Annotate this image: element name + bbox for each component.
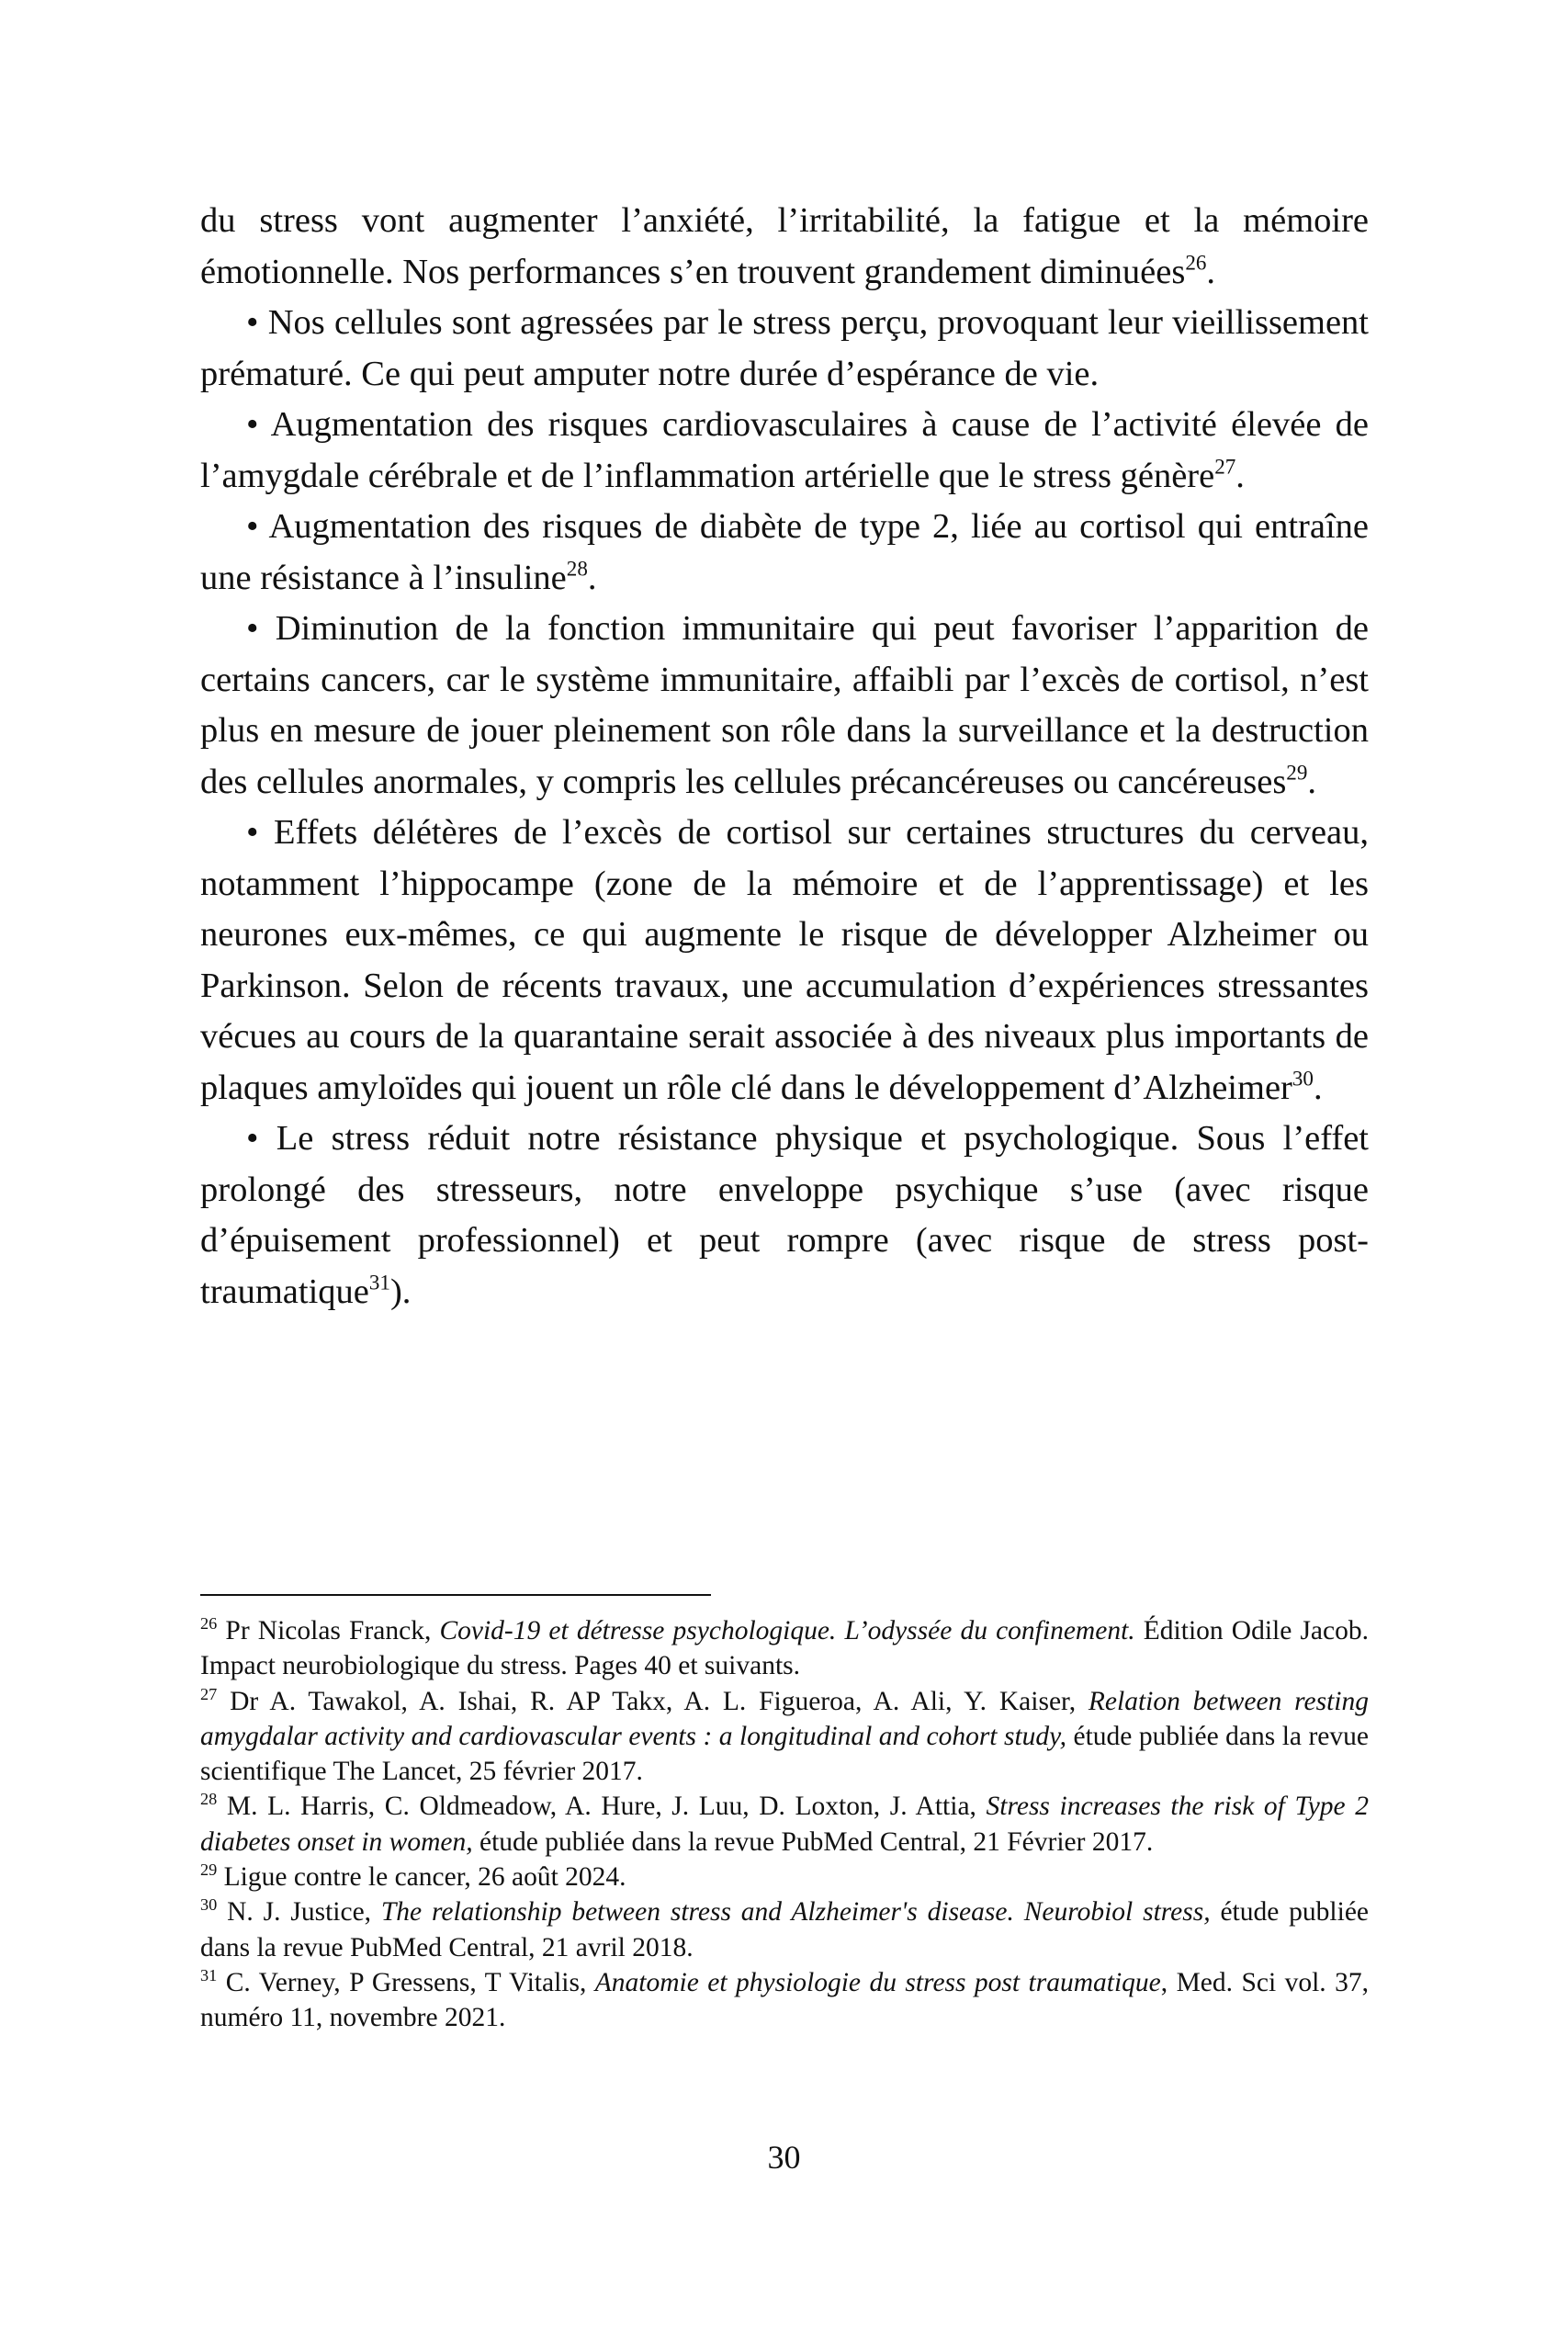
footnote-number: 31	[200, 1966, 218, 1984]
bullet-item: • Nos cellules sont agressées par le stress perçu, provoquant leur vieillissement prématuré. Ce qui peut amputer notre durée d’espérance de vie.	[200, 303, 1369, 393]
footnote-ref: 29	[1286, 760, 1308, 785]
footnote-ref: 28	[566, 556, 588, 581]
footnotes	[200, 1613, 1369, 2036]
footnote-ref: 31	[368, 1270, 390, 1295]
footnote-ref: 30	[1292, 1066, 1314, 1091]
footnote-separator	[200, 1594, 711, 1596]
footnote-title: Anatomie et physiologie du stress post traumatique	[594, 1967, 1161, 1997]
bullet-icon: •	[246, 507, 259, 546]
footnote-ref: 27	[1214, 454, 1236, 479]
footnote: $^{31}$ C. Verney, P Gressens, T Vitalis, Anatomie et physiologie du stress post traumatique, Med. Sci vol. 37, numéro 11, novembre 2021.	[200, 1966, 1369, 2033]
bullet-icon: •	[246, 405, 259, 444]
bullet-item: • Augmentation des risques cardiovasculaires à cause de l’activité élevée de l’amygdale cérébrale et de l’inflammation artérielle que le stress génère$^{27}$.	[200, 405, 1369, 495]
footnote: $^{28}$ M. L. Harris, C. Oldmeadow, A. Hure, J. Luu, D. Loxton, J. Attia, Stress increases the risk of Type 2 diabetes onset in women, étude publiée dans la revue PubMed Central, 21 Février 2017.	[200, 1790, 1369, 1857]
main-text	[200, 196, 1369, 1317]
footnote: $^{26}$ Pr Nicolas Franck, Covid-19 et détresse psychologique. L’odyssée du confinement. Édition Odile Jacob. Impact neurobiologique du stress. Pages 40 et suivants.	[200, 1614, 1369, 1681]
bullet-item: • Diminution de la fonction immunitaire qui peut favoriser l’apparition de certains cancers, car le système immunitaire, affaibli par l’excès de cortisol, n’est plus en mesure de jouer pleinement son rôle dans la surveillance et la destruction des cellules anormales, y compris les cellules précancéreuses ou cancéreuses$^{29}$.	[200, 609, 1369, 801]
bullet-icon: •	[246, 813, 259, 852]
footnote-number: 30	[200, 1895, 218, 1915]
bullet-item: • Augmentation des risques de diabète de type 2, liée au cortisol qui entraîne une résistance à l’insuline$^{28}$.	[200, 507, 1369, 597]
bullet-icon: •	[246, 1119, 259, 1158]
footnote-number: 29	[200, 1860, 218, 1880]
footnote-title: Stress increases the risk of Type 2 diabetes onset in women,	[200, 1792, 1369, 1857]
footnote-title: Relation between resting amygdalar activity and cardiovascular events : a longitudinal and cohort study,	[200, 1686, 1369, 1751]
bullet-icon: •	[246, 303, 259, 342]
footnote-title: Covid-19 et détresse psychologique. L’odyssée du confinement.	[439, 1616, 1135, 1645]
intro-paragraph: du stress vont augmenter l’anxiété, l’irritabilité, la fatigue et la mémoire émotionnelle. Nos performances s’en trouvent grandement diminuées$^{26}$.	[200, 201, 1369, 291]
footnote: $^{30}$ N. J. Justice, The relationship between stress and Alzheimer's disease. Neurobiol stress, étude publiée dans la revue PubMed Central, 21 avril 2018.	[200, 1895, 1370, 1962]
bullet-item: • Effets délétères de l’excès de cortisol sur certaines structures du cerveau, notamment l’hippocampe (zone de la mémoire et de l’apprentissage) et les neurones eux-mêmes, ce qui augmente le risque de développer Alzheimer ou Parkinson. Selon de récents travaux, une accumulation d’expériences stressantes vécues au cours de la quarantaine serait associée à des niveaux plus importants de plaques amyloïdes qui jouent un rôle clé dans le développement d’Alzheimer$^{30}$.	[200, 813, 1369, 1107]
footnote-ref: 26	[1185, 250, 1207, 275]
footnote-number: 27	[200, 1684, 218, 1703]
footnote-number: 26	[200, 1614, 218, 1634]
footnote-number: 28	[200, 1790, 218, 1809]
footnote: $^{27}$ Dr A. Tawakol, A. Ishai, R. AP Takx, A. L. Figueroa, A. Ali, Y. Kaiser, Relation between resting amygdalar activity and cardiovascular events : a longitudinal and cohort study, étude publiée dans la revue scientifique The Lancet, 25 février 2017.	[200, 1684, 1369, 1787]
footnote-title: The relationship between stress and Alzheimer's disease. Neurobiol stress,	[380, 1897, 1211, 1928]
bullet-item: • Le stress réduit notre résistance physique et psychologique. Sous l’effet prolongé des stresseurs, notre enveloppe psychique s’use (avec risque d’épuisement professionnel) et peut rompre (avec risque de stress post-traumatique$^{31}$).	[200, 1119, 1369, 1311]
page-number: 30	[767, 2139, 801, 2176]
footnote: $^{29}$ Ligue contre le cancer, 26 août 2024.	[200, 1860, 626, 1893]
bullet-icon: •	[246, 609, 259, 648]
